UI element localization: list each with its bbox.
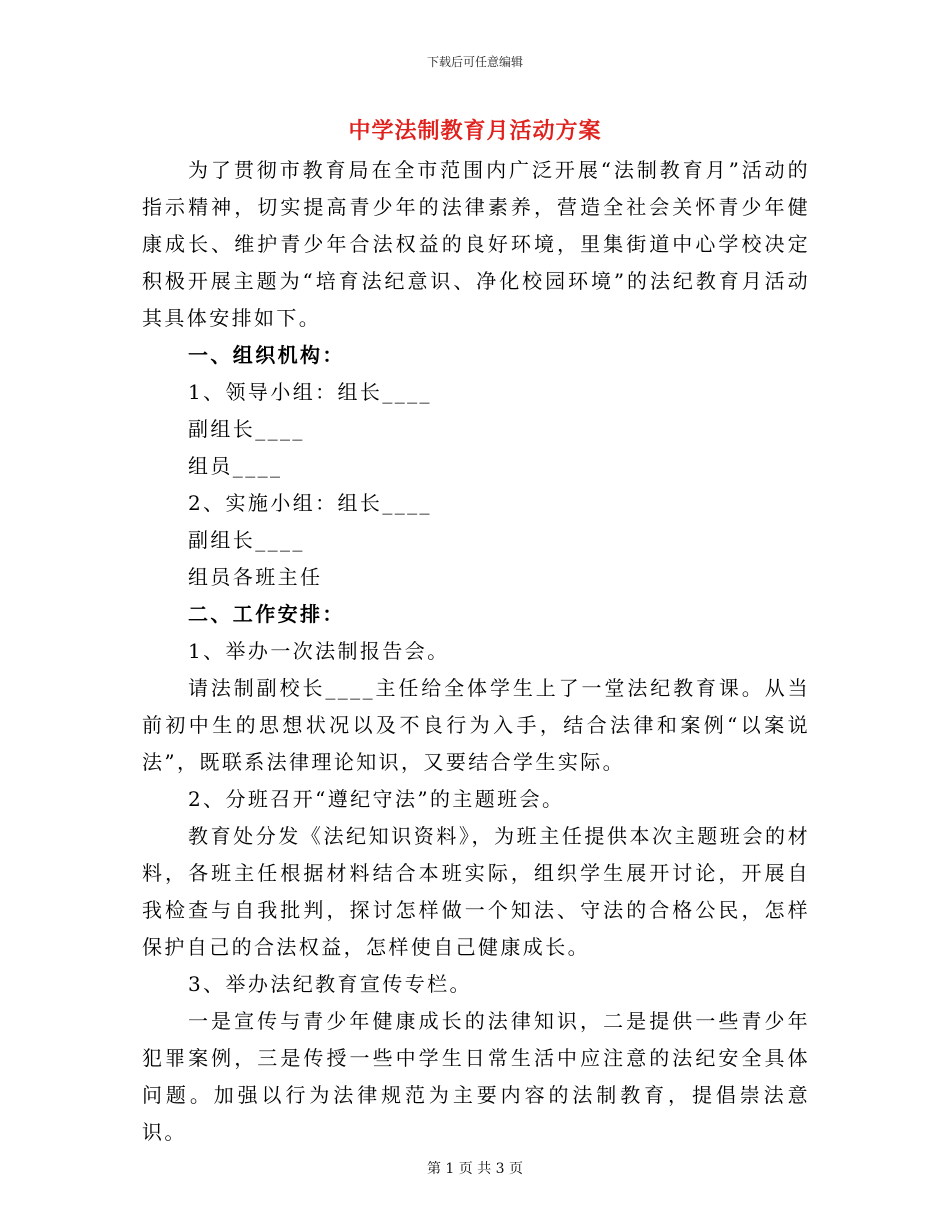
work-item-title: 1、举办一次法制报告会。 bbox=[188, 639, 450, 663]
section-heading-organization: 一、组织机构： bbox=[188, 343, 345, 367]
org-line: 2、实施小组：组长____ bbox=[188, 491, 432, 515]
org-line: 副组长____ bbox=[188, 417, 305, 441]
header-note: 下载后可任意编辑 bbox=[426, 55, 523, 69]
org-line: 组员____ bbox=[188, 454, 283, 478]
document-title: 中学法制教育月活动方案 bbox=[348, 118, 602, 144]
work-item-body: 一是宣传与青少年健康成长的法律知识，二是提供一些青少年犯罪案例，三是传授一些中学生日常生活中应注意的法纪安全具体问题。加强以行为法律规范为主要内容的法制教育，提倡崇法意识。 bbox=[142, 1009, 810, 1144]
document-body bbox=[142, 152, 810, 1151]
intro-paragraph: 为了贯彻市教育局在全市范围内广泛开展“法制教育月”活动的指示精神，切实提高青少年的法律素养，营造全社会关怀青少年健康成长、维护青少年合法权益的良好环境，里集街道中心学校决定积极开展主题为“培育法纪意识、净化校园环境”的法纪教育月活动其具体安排如下。 bbox=[142, 158, 810, 330]
section-heading-work-plan: 二、工作安排： bbox=[188, 602, 345, 626]
org-line: 组员各班主任 bbox=[188, 565, 323, 589]
work-item-title: 2、分班召开“遵纪守法”的主题班会。 bbox=[188, 787, 565, 811]
work-item-title: 3、举办法纪教育宣传专栏。 bbox=[188, 972, 472, 996]
work-item-body: 教育处分发《法纪知识资料》，为班主任提供本次主题班会的材料，各班主任根据材料结合本班实际，组织学生展开讨论，开展自我检查与自我批判，探讨怎样做一个知法、守法的合格公民，怎样保护自己的合法权益，怎样使自己健康成长。 bbox=[142, 824, 810, 959]
org-line: 1、领导小组：组长____ bbox=[188, 380, 432, 404]
work-item-body: 请法制副校长____主任给全体学生上了一堂法纪教育课。从当前初中生的思想状况以及不良行为入手，结合法律和案例“以案说法”，既联系法律理论知识，又要结合学生实际。 bbox=[142, 676, 810, 774]
page-number: 第 1 页 共 3 页 bbox=[426, 1161, 524, 1177]
org-line: 副组长____ bbox=[188, 528, 305, 552]
